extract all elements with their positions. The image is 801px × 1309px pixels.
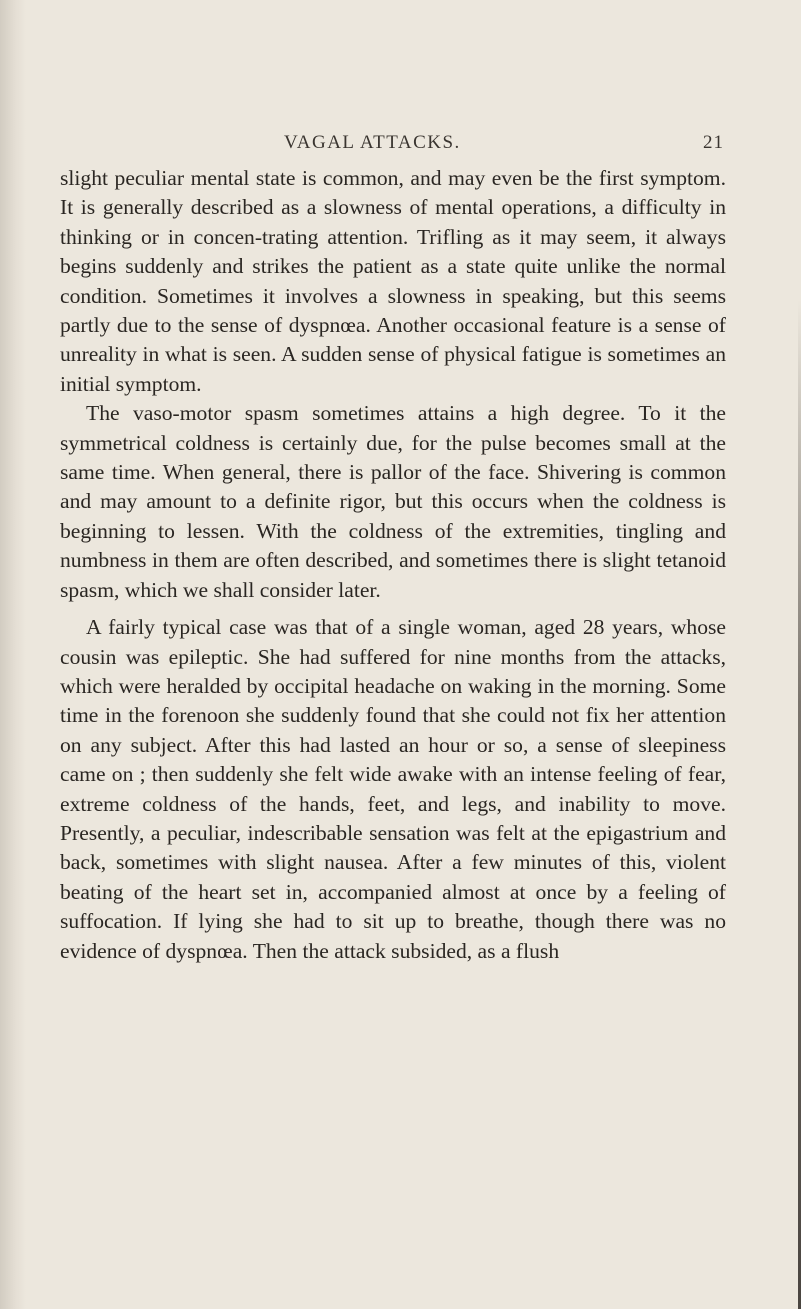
- book-page: [60, 132, 726, 966]
- body-text: [60, 164, 726, 966]
- paragraph: slight peculiar mental state is common, and may even be the first symptom. It is generally described as a slowness of mental operations, a difficulty in thinking or in concen-trating attention. Trifling as it may seem, it always begins suddenly and strikes the patient as a state quite unlike the normal condition. Sometimes it involves a slowness in speaking, but this seems partly due to the sense of dyspnœa. Another occasional feature is a sense of unreality in what is seen. A sudden sense of physical fatigue is sometimes an initial symptom.: [60, 166, 726, 396]
- running-title: VAGAL ATTACKS.: [284, 132, 461, 153]
- page-gutter-shadow: [0, 0, 26, 1309]
- running-head: [60, 132, 726, 162]
- paragraph: The vaso-motor spasm sometimes attains a high degree. To it the symmetrical coldness is certainly due, for the pulse becomes small at the same time. When general, there is pallor of the face. Shivering is common and may amount to a definite rigor, but this occurs when the coldness is beginning to lessen. With the coldness of the extremities, tingling and numbness in them are often described, and sometimes there is slight tetanoid spasm, which we shall consider later.: [60, 401, 726, 602]
- paragraph: A fairly typical case was that of a single woman, aged 28 years, whose cousin was epileptic. She had suffered for nine months from the attacks, which were heralded by occipital headache on waking in the morning. Some time in the forenoon she suddenly found that she could not fix her attention on any subject. After this had lasted an hour or so, a sense of sleepiness came on ; then suddenly she felt wide awake with an intense feeling of fear, extreme coldness of the hands, feet, and legs, and inability to move. Presently, a peculiar, indescribable sensation was felt at the epigastrium and back, sometimes with slight nausea. After a few minutes of this, violent beating of the heart set in, accompanied almost at once by a feeling of suffocation. If lying she had to sit up to breathe, though there was no evidence of dyspnœa. Then the attack subsided, as a flush: [60, 615, 726, 963]
- page-number: 21: [703, 132, 724, 153]
